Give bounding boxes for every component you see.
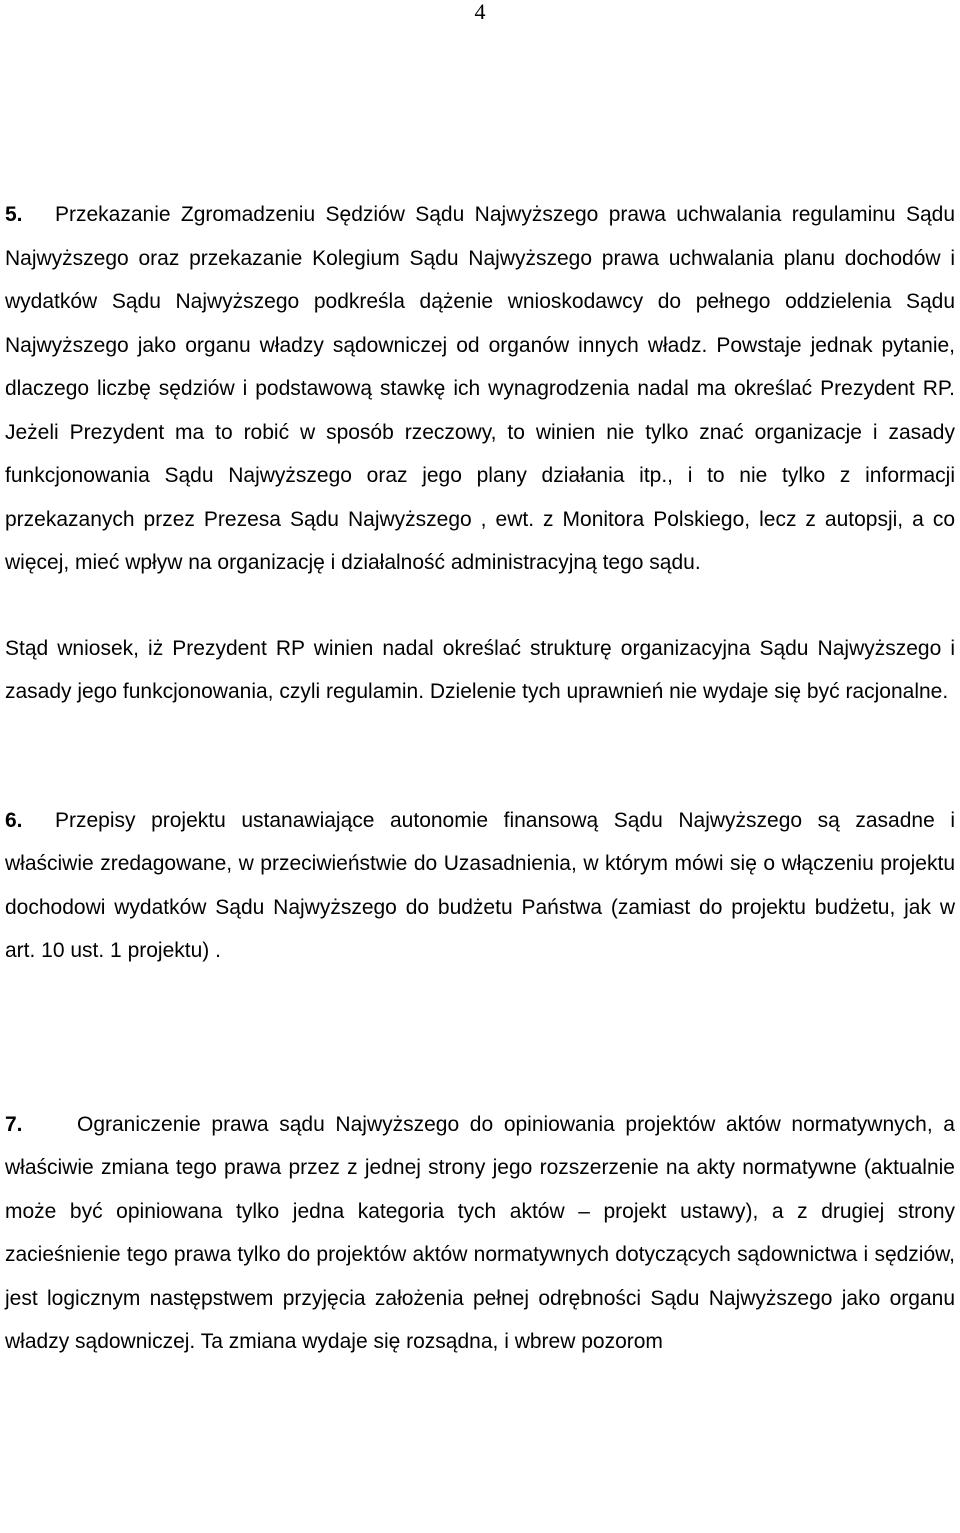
section-5-paragraph — [5, 193, 955, 585]
section-text: Ograniczenie prawa sądu Najwyższego do opiniowania projektów aktów normatywnych, a właściwie zmiana tego prawa przez z jednej strony jego rozszerzenie na akty normatywne (aktualnie może być opiniowana tylko jedna kategoria tych aktów – projekt ustawy), a z drugiej strony zacieśnienie tego prawa tylko do projektów aktów normatywnych dotyczących sądownictwa i sędziów, jest logicznym następstwem przyjęcia założenia pełnej odrębności Sądu Najwyższego jako organu władzy sądowniczej. Ta zmiana wydaje się rozsądna, i wbrew pozorom — [5, 1112, 955, 1353]
section-number: 6. — [5, 808, 23, 832]
section-7-paragraph — [5, 1103, 955, 1364]
section-text: Przepisy projektu ustanawiające autonomie finansową Sądu Najwyższego są zasadne i właściwie zredagowane, w przeciwieństwie do Uzasadnienia, w którym mówi się o włączeniu projektu dochodowi wydatków Sądu Najwyższego do budżetu Państwa (zamiast do projektu budżetu, jak w art. 10 ust. 1 projektu) . — [5, 808, 955, 962]
section-text: Stąd wniosek, iż Prezydent RP winien nadal określać strukturę organizacyjna Sądu Najwyższego i zasady jego funkcjonowania, czyli regulamin. Dzielenie tych uprawnień nie wydaje się być racjonalne. — [5, 636, 955, 703]
document-body — [5, 193, 955, 1364]
section-number: 5. — [5, 203, 23, 226]
page-number: 4 — [474, 0, 486, 24]
section-6-paragraph — [5, 799, 955, 973]
section-text: Przekazanie Zgromadzeniu Sędziów Sądu Najwyższego prawa uchwalania regulaminu Sądu Najwyższego oraz przekazanie Kolegium Sądu Najwyższego prawa uchwalania planu dochodów i wydatków Sądu Najwyższego podkreśla dążenie wnioskodawcy do pełnego oddzielenia Sądu Najwyższego jako organu władzy sądowniczej od organów innych władz. Powstaje jednak pytanie, dlaczego liczbę sędziów i podstawową stawkę ich wynagrodzenia nadal ma określać Prezydent RP. Jeżeli Prezydent ma to robić w sposób rzeczowy, to winien nie tylko znać organizacje i zasady funkcjonowania Sądu Najwyższego oraz jego plany działania itp., i to nie tylko z informacji przekazanych przez Prezesa Sądu Najwyższego , ewt. z Monitora Polskiego, lecz z autopsji, a co więcej, mieć wpływ na organizację i działalność administracyjną tego sądu. — [5, 203, 955, 574]
section-number: 7. — [5, 1112, 23, 1136]
conclusion-paragraph — [5, 627, 955, 714]
